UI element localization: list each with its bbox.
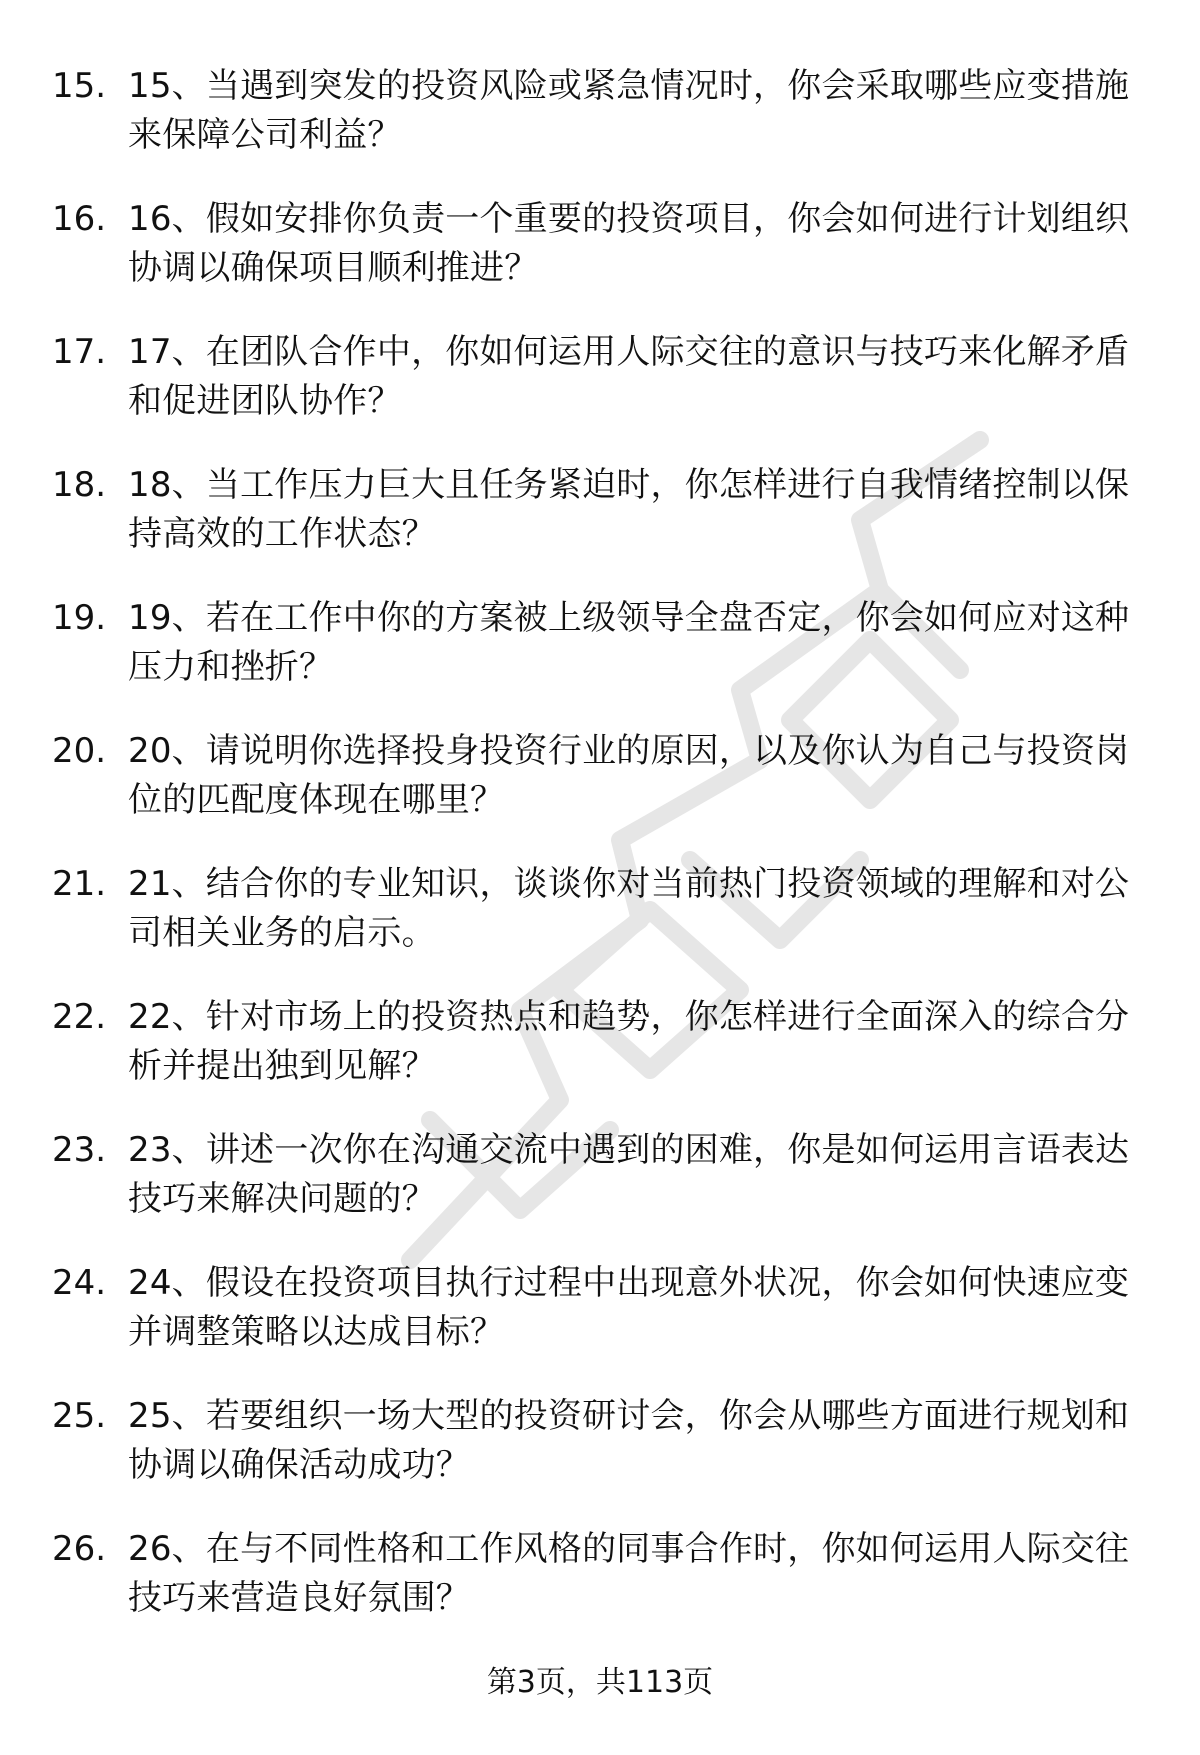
question-number: 23.	[52, 1130, 107, 1170]
question-item	[52, 993, 1152, 1126]
question-text: 21、结合你的专业知识，谈谈你对当前热门投资领域的理解和对公司相关业务的启示。	[128, 864, 1130, 953]
question-text: 19、若在工作中你的方案被上级领导全盘否定，你会如何应对这种压力和挫折？	[128, 598, 1130, 687]
question-text: 25、若要组织一场大型的投资研讨会，你会从哪些方面进行规划和协调以确保活动成功？	[128, 1396, 1130, 1485]
question-item	[52, 62, 1152, 195]
question-item	[52, 195, 1152, 328]
question-number: 21.	[52, 864, 107, 904]
question-item	[52, 1126, 1152, 1259]
question-text: 20、请说明你选择投身投资行业的原因，以及你认为自己与投资岗位的匹配度体现在哪里？	[128, 731, 1130, 820]
question-text: 24、假设在投资项目执行过程中出现意外状况，你会如何快速应变并调整策略以达成目标？	[128, 1263, 1130, 1352]
question-text: 16、假如安排你负责一个重要的投资项目，你会如何进行计划组织协调以确保项目顺利推进？	[128, 199, 1130, 288]
question-item	[52, 328, 1152, 461]
question-item	[52, 860, 1152, 993]
question-number: 18.	[52, 465, 107, 505]
question-number: 22.	[52, 997, 107, 1037]
page-footer: 第3页，共113页	[486, 1665, 714, 1700]
question-list	[52, 62, 1152, 1658]
question-number: 15.	[52, 66, 107, 106]
question-number: 20.	[52, 731, 107, 771]
question-number: 24.	[52, 1263, 107, 1303]
question-item	[52, 461, 1152, 594]
question-text: 23、讲述一次你在沟通交流中遇到的困难，你是如何运用言语表达技巧来解决问题的？	[128, 1130, 1130, 1219]
question-number: 26.	[52, 1529, 107, 1569]
question-number: 19.	[52, 598, 107, 638]
question-item	[52, 594, 1152, 727]
question-text: 17、在团队合作中，你如何运用人际交往的意识与技巧来化解矛盾和促进团队协作？	[128, 332, 1130, 421]
question-number: 25.	[52, 1396, 107, 1436]
question-number: 17.	[52, 332, 107, 372]
question-item	[52, 1525, 1152, 1658]
question-text: 26、在与不同性格和工作风格的同事合作时，你如何运用人际交往技巧来营造良好氛围？	[128, 1529, 1130, 1618]
question-text: 22、针对市场上的投资热点和趋势，你怎样进行全面深入的综合分析并提出独到见解？	[128, 997, 1130, 1086]
question-text: 15、当遇到突发的投资风险或紧急情况时，你会采取哪些应变措施来保障公司利益？	[128, 66, 1130, 155]
question-item	[52, 727, 1152, 860]
question-item	[52, 1259, 1152, 1392]
question-number: 16.	[52, 199, 107, 239]
question-text: 18、当工作压力巨大且任务紧迫时，你怎样进行自我情绪控制以保持高效的工作状态？	[128, 465, 1130, 554]
question-item	[52, 1392, 1152, 1525]
